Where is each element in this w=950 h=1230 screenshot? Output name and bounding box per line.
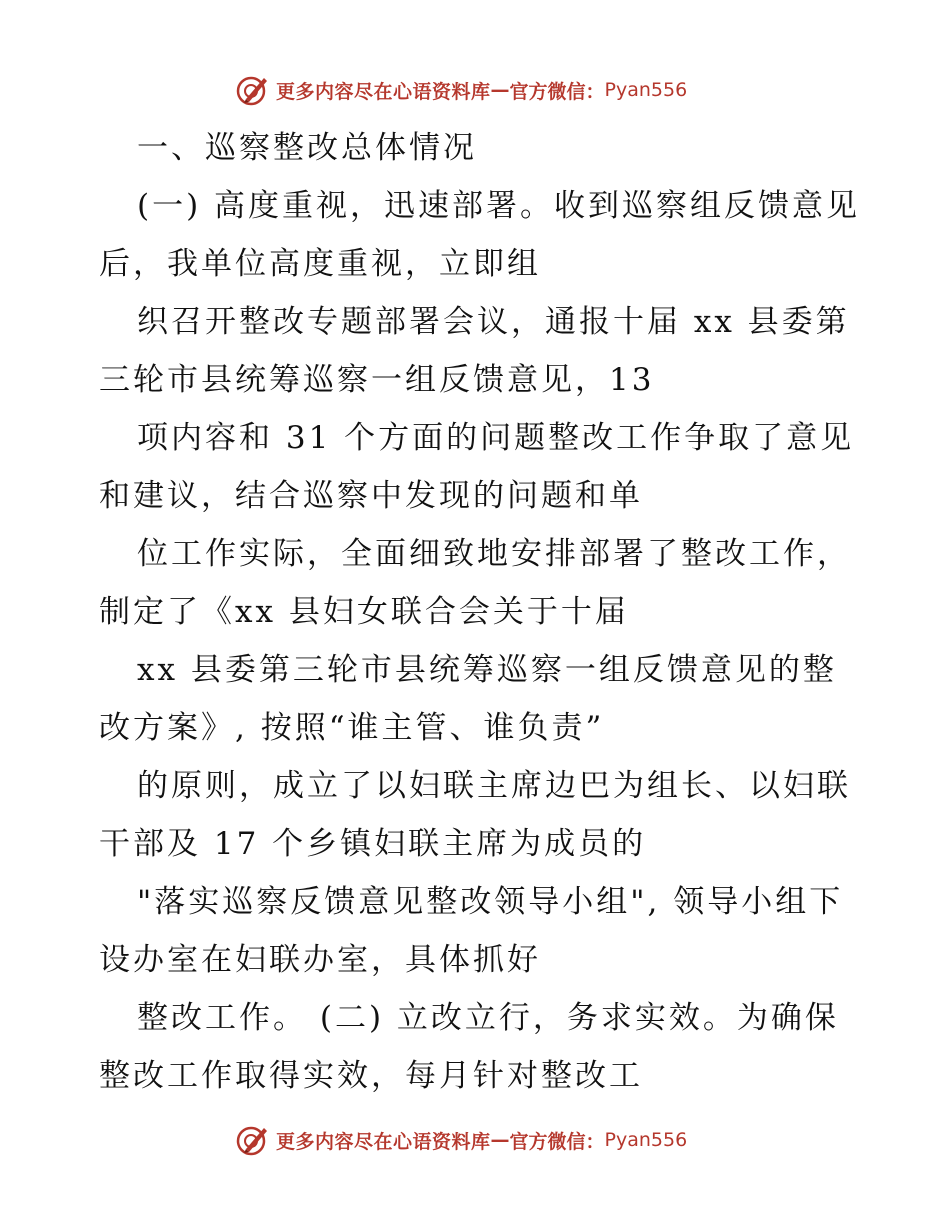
section-heading: 一、巡察整改总体情况 — [137, 130, 477, 166]
footer-banner — [236, 1122, 687, 1158]
banner-text: 更多内容尽在心语资料库 — [276, 1130, 491, 1153]
paragraph-line: xx 县委第三轮市县统筹巡察一组反馈意见的整 — [137, 652, 837, 688]
banner-wechat-label: 官方微信： — [509, 80, 605, 103]
paragraph-line: 改方案》, 按照“谁主管、谁负责” — [99, 710, 605, 746]
paragraph-line: 织召开整改专题部署会议，通报十届 xx 县委第 — [137, 304, 850, 340]
paragraph-line: 后，我单位高度重视，立即组 — [99, 246, 541, 282]
paragraph-line: 设办室在妇联办室，具体抓好 — [99, 942, 541, 978]
pen-logo-icon — [236, 73, 270, 107]
banner-separator: — — [490, 79, 510, 101]
banner-text: 更多内容尽在心语资料库 — [276, 80, 491, 103]
header-banner — [236, 72, 687, 108]
paragraph-line: 的原则，成立了以妇联主席边巴为组长、以妇联 — [137, 768, 851, 804]
paragraph-line: (一) 高度重视，迅速部署。收到巡察组反馈意见 — [137, 188, 861, 224]
paragraph-line: 制定了《xx 县妇女联合会关于十届 — [99, 594, 629, 630]
banner-wechat-id: Pyan556 — [604, 79, 688, 101]
paragraph-line: 干部及 17 个乡镇妇联主席为成员的 — [99, 826, 647, 862]
banner-wechat-id: Pyan556 — [604, 1129, 688, 1151]
paragraph-line: 整改工作取得实效，每月针对整改工 — [99, 1058, 643, 1094]
paragraph-line: 和建议，结合巡察中发现的问题和单 — [99, 478, 643, 514]
paragraph-line: 位工作实际，全面细致地安排部署了整改工作， — [137, 536, 851, 572]
banner-separator: — — [490, 1129, 510, 1151]
paragraph-line: 项内容和 31 个方面的问题整改工作争取了意见 — [137, 420, 855, 456]
paragraph-line: 三轮市县统筹巡察一组反馈意见，13 — [99, 362, 655, 398]
pen-logo-icon — [236, 1123, 270, 1157]
paragraph-line: "落实巡察反馈意见整改领导小组", 领导小组下 — [137, 884, 844, 920]
banner-wechat-label: 官方微信： — [509, 1130, 605, 1153]
paragraph-line: 整改工作。 (二) 立改立行，务求实效。为确保 — [137, 1000, 839, 1036]
